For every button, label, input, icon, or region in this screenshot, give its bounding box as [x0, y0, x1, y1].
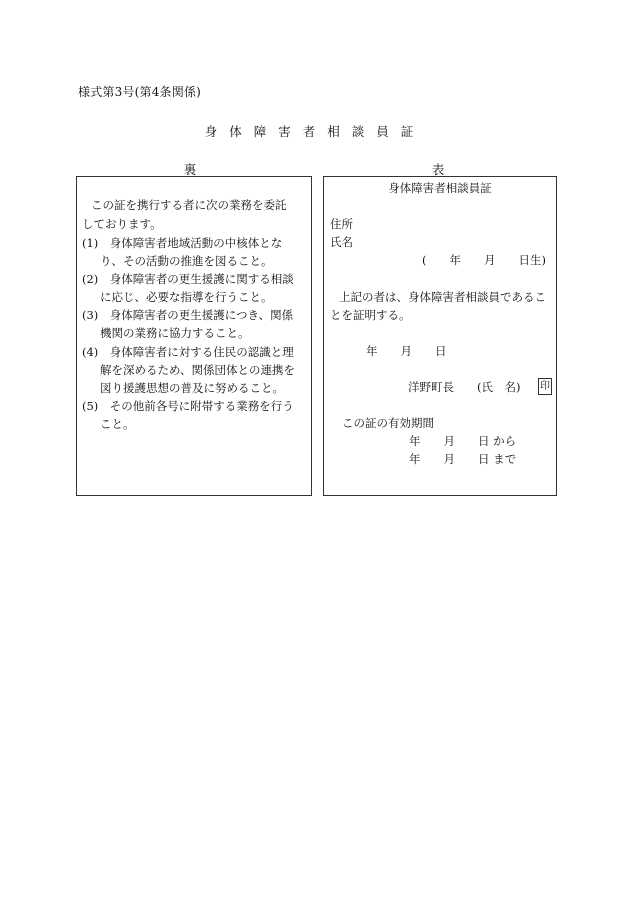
back-item-5: (5) その他前各号に附帯する業務を行う	[82, 399, 294, 413]
form-number: 様式第3号(第4条関係)	[78, 85, 202, 99]
back-item-1: (1) 身体障害者地域活動の中核体とな	[82, 236, 283, 250]
back-text-line: こと。	[100, 417, 135, 431]
back-item-4: (4) 身体障害者に対する住民の認識と理	[82, 345, 294, 359]
back-text-line: に応じ、必要な指導を行うこと。	[100, 290, 273, 304]
card-title: 身体障害者相談員証	[388, 181, 492, 195]
issue-date-line: 年 月 日	[366, 344, 447, 358]
validity-label: この証の有効期間	[342, 416, 434, 430]
back-text-line: この証を携行する者に次の業務を委託	[91, 198, 287, 212]
name-label: 氏名	[330, 235, 353, 249]
back-text-line: り、その活動の推進を図ること。	[100, 254, 273, 268]
back-side-label: 裏	[183, 162, 197, 177]
statement-line: 上記の者は、身体障害者相談員であるこ	[339, 290, 546, 304]
birth-date-line: ( 年 月 日生)	[422, 253, 546, 267]
validity-from-line: 年 月 日 から	[409, 434, 517, 448]
back-item-2: (2) 身体障害者の更生援護に関する相談	[82, 272, 294, 286]
back-text-line: 解を深めるため、関係団体との連携を	[100, 363, 296, 377]
front-side-label: 表	[431, 162, 445, 177]
address-label: 住所	[330, 217, 353, 231]
back-text-line: 図り援護思想の普及に努めること。	[100, 381, 284, 395]
statement-line: とを証明する。	[330, 308, 411, 322]
issuer-line: 洋野町長 (氏 名)	[408, 380, 521, 394]
seal-mark: 印	[538, 378, 552, 395]
validity-to-line: 年 月 日 まで	[409, 452, 517, 466]
back-text-line: しております。	[82, 217, 162, 231]
back-item-3: (3) 身体障害者の更生援護につき、関係	[82, 308, 294, 322]
document-title: 身体障害者相談員証	[204, 124, 426, 139]
back-text-line: 機関の業務に協力すること。	[100, 326, 250, 340]
